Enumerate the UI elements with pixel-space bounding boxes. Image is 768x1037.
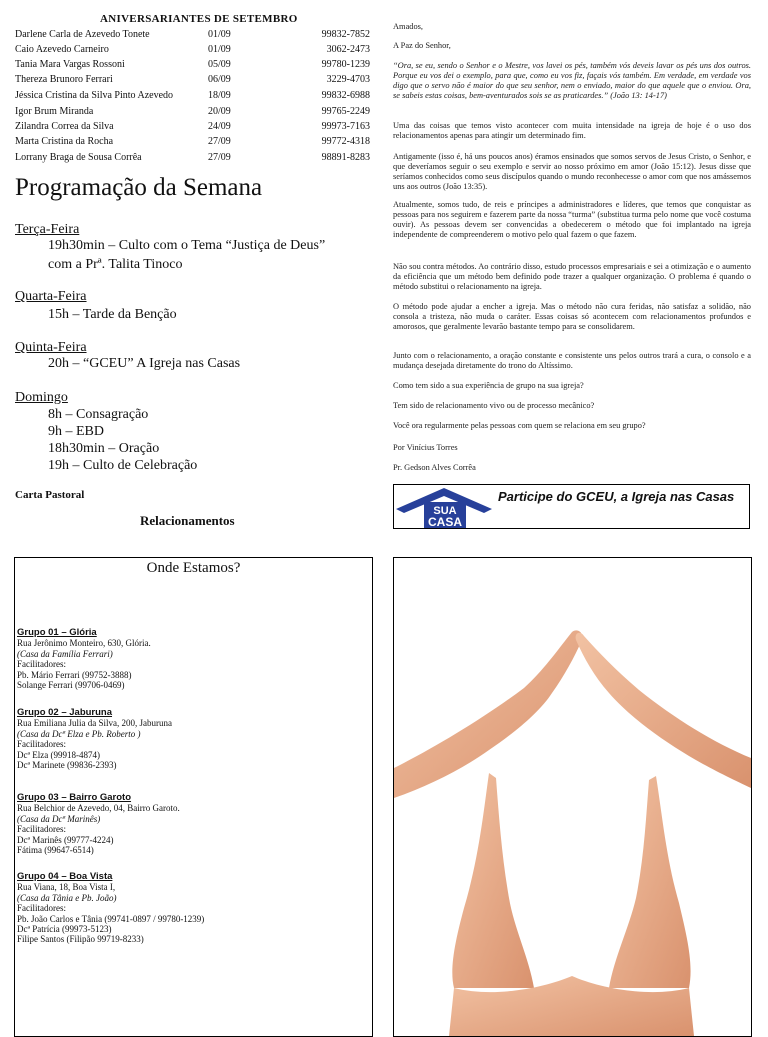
birthday-row [15,74,370,88]
birthday-phone: 99832-6988 [321,90,370,101]
program-event: 19h30min – Culto com o Tema “Justiça de Deus” [48,238,326,253]
birthday-row [15,152,370,166]
group-address: Rua Viana, 18, Boa Vista I, [17,882,116,893]
letter-question: Como tem sido a sua experiência de grupo na sua igreja? [393,381,584,390]
letter-paragraph: Antigamente (isso é, há uns poucos anos) éramos ensinados que somos servos de Jesus Cristo, o Senhor, e que deveríamos seguir o seu exemplo e servir ao nosso próximo em amor (João 15:12). Jesus disse que seríamos conhecidos como seus discípulos quando o mundo reconhecesse o amor com que nos amássemos uns aos outros (João 13:35). [393,152,751,191]
letter-pastor: Pr. Gedson Alves Corrêa [393,463,476,472]
onde-estamos-box [14,557,373,1037]
birthday-date: 27/09 [208,136,231,147]
birthday-row [15,44,370,58]
letter-quote: “Ora, se eu, sendo o Senhor e o Mestre, vos lavei os pés, também vós deveis lavar os pés uns dos outros. Porque eu vos dei o exemplo, para que, como eu vos fiz, façais vós também. Em verdade, em verdade vos digo que o servo não é maior do que seu senhor, nem o enviado, maior do que aquele que o enviou. Ora, se sabeis estas coisas, bem-aventurados sois se as praticardes.” (João 13: 14-17) [393,61,751,100]
program-day-thursday: Quinta-Feira [15,340,87,355]
birthday-row [15,136,370,150]
birthday-name: Tania Mara Vargas Rossoni [15,59,125,70]
birthday-name: Lorrany Braga de Sousa Corrêa [15,152,142,163]
group-facilitators-label: Facilitadores: [17,824,66,835]
group-facilitator: Pb. Mário Ferrari (99752-3888) [17,669,132,680]
group-address: Rua Belchior de Azevedo, 04, Bairro Garoto. [17,803,180,814]
program-event: 15h – Tarde da Benção [48,307,177,322]
birthday-phone: 3229-4703 [326,74,370,85]
birthday-name: Jéssica Cristina da Silva Pinto Azevedo [15,90,174,101]
birthday-phone: 98891-8283 [321,152,370,163]
birthday-date: 24/09 [208,121,231,132]
group-facilitators-label: Facilitadores: [17,903,66,914]
sua-casa-logo [394,485,498,528]
program-day-sunday: Domingo [15,390,68,405]
carta-pastoral-label: Carta Pastoral [15,489,85,501]
group-facilitator: Filipe Santos (Filipão 99719-8233) [17,934,144,945]
group-facilitator: Pb. João Carlos e Tânia (99741-0897 / 99780-1239) [17,913,205,924]
group-house: (Casa da Tânia e Pb. João) [17,892,117,903]
birthdays-title: ANIVERSARIANTES DE SETEMBRO [100,13,298,25]
birthday-date: 01/09 [208,44,231,55]
program-event: 20h – “GCEU” A Igreja nas Casas [48,356,241,371]
group-facilitator: Dcª Marinete (99836-2393) [17,760,117,771]
birthday-date: 20/09 [208,106,231,117]
birthday-phone: 99832-7852 [321,29,370,40]
letter-question: Tem sido de relacionamento vivo ou de processo mecânico? [393,401,595,410]
letter-peace: A Paz do Senhor, [393,41,451,50]
banner-text: Participe do GCEU, a Igreja nas Casas [498,489,735,504]
program-event: 18h30min – Oração [48,441,160,456]
birthday-name: Darlene Carla de Azevedo Tonete [15,29,150,40]
birthday-phone: 99765-2249 [321,106,370,117]
group-facilitator: Dcª Patrícia (99973-5123) [17,924,112,935]
birthday-row [15,29,370,43]
program-event: com a Prª. Talita Tinoco [48,257,183,272]
logo-text-bottom: CASA [427,515,463,528]
birthday-name: Marta Cristina da Rocha [15,136,114,147]
group-house: (Casa da Família Ferrari) [17,648,113,659]
birthday-name: Caio Azevedo Carneiro [15,44,109,55]
letter-paragraph: Uma das coisas que temos visto acontecer com muita intensidade na igreja de hoje é o uso dos relacionamentos apenas para atingir um determinado fim. [393,121,751,140]
birthday-row [15,121,370,135]
birthday-name: Zilandra Correa da Silva [15,121,114,132]
program-day-wednesday: Quarta-Feira [15,289,87,304]
letter-paragraph: Junto com o relacionamento, a oração constante e consistente uns pelos outros trará a cura, o consolo e a mudança desejada diretamente do trono do Altíssimo. [393,351,751,370]
group-facilitator: Dcª Marinês (99777-4224) [17,834,114,845]
birthday-phone: 99780-1239 [321,59,370,70]
group-title: Grupo 01 – Glória [17,627,97,638]
program-day-tuesday: Terça-Feira [15,222,80,237]
group-title: Grupo 02 – Jaburuna [17,707,113,718]
letter-greeting: Amados, [393,22,424,31]
group-card [17,872,367,945]
letter-paragraph: Não sou contra métodos. Ao contrário disso, estudo processos empresariais e sei a otimização e o aumento da eficiência que um método bem definido pode trazer a qualquer organização. O problema é quando o método substitui o relacionamento na igreja. [393,262,751,291]
group-facilitators-label: Facilitadores: [17,659,66,670]
birthday-row [15,90,370,104]
group-address: Rua Jerônimo Monteiro, 630, Glória. [17,638,151,649]
letter-paragraph: Atualmente, somos tudo, de reis e príncipes a administradores e líderes, que temos que conquistar as pessoas para nos seguirem e fazerem parte da nossa “turma” (substitua turma pelo nome que você costuma ouvir). As pessoas devem ser convencidas a obedecerem o método que foi implantado na igreja independente de compreenderem o motivo pelo qual fazem o que fazem. [393,200,751,239]
letter-question: Você ora regularmente pelas pessoas com quem se relaciona em seu grupo? [393,421,646,430]
birthday-name: Thereza Brunoro Ferrari [15,74,113,85]
letter-paragraph: O método pode ajudar a encher a igreja. Mas o método não cura feridas, não satisfaz a solidão, não consola a tristeza, não muda o caráter. Essas coisas só acontecem com relacionamentos profundos e amorosos, que geralmente levarão bastante tempo para se consolidarem. [393,302,751,331]
group-facilitator: Dcª Elza (99918-4874) [17,749,100,760]
group-house: (Casa da Dcª Elza e Pb. Roberto ) [17,728,141,739]
birthday-date: 01/09 [208,29,231,40]
hands-house-image [393,557,752,1037]
gceu-banner [393,484,750,529]
group-facilitator: Fátima (99647-6514) [17,845,94,856]
group-card [17,793,367,855]
birthday-phone: 99772-4318 [321,136,370,147]
birthday-date: 06/09 [208,74,231,85]
birthday-name: Igor Brum Miranda [15,106,94,117]
birthday-row [15,59,370,73]
group-address: Rua Emiliana Julia da Silva, 200, Jaburuna [17,718,172,729]
program-event: 8h – Consagração [48,407,149,422]
letter-author: Por Vinícius Torres [393,443,458,452]
birthday-row [15,106,370,120]
group-title: Grupo 04 – Boa Vista [17,871,113,882]
group-card [17,708,367,770]
birthday-date: 18/09 [208,90,231,101]
program-event: 9h – EBD [48,424,104,439]
hands-house-illustration [394,558,751,1036]
program-event: 19h – Culto de Celebração [48,458,198,473]
logo-text-top: SUA [433,505,457,517]
group-house: (Casa da Dcª Marinês) [17,813,101,824]
birthday-phone: 3062-2473 [326,44,370,55]
group-facilitator: Solange Ferrari (99706-0469) [17,680,125,691]
birthday-phone: 99973-7163 [321,121,370,132]
group-title: Grupo 03 – Bairro Garoto [17,792,132,803]
group-card [17,628,367,690]
birthday-date: 05/09 [208,59,231,70]
birthday-date: 27/09 [208,152,231,163]
group-facilitators-label: Facilitadores: [17,739,66,750]
program-title: Programação da Semana [15,174,263,201]
carta-title: Relacionamentos [140,513,235,528]
onde-estamos-title: Onde Estamos? [146,560,241,576]
